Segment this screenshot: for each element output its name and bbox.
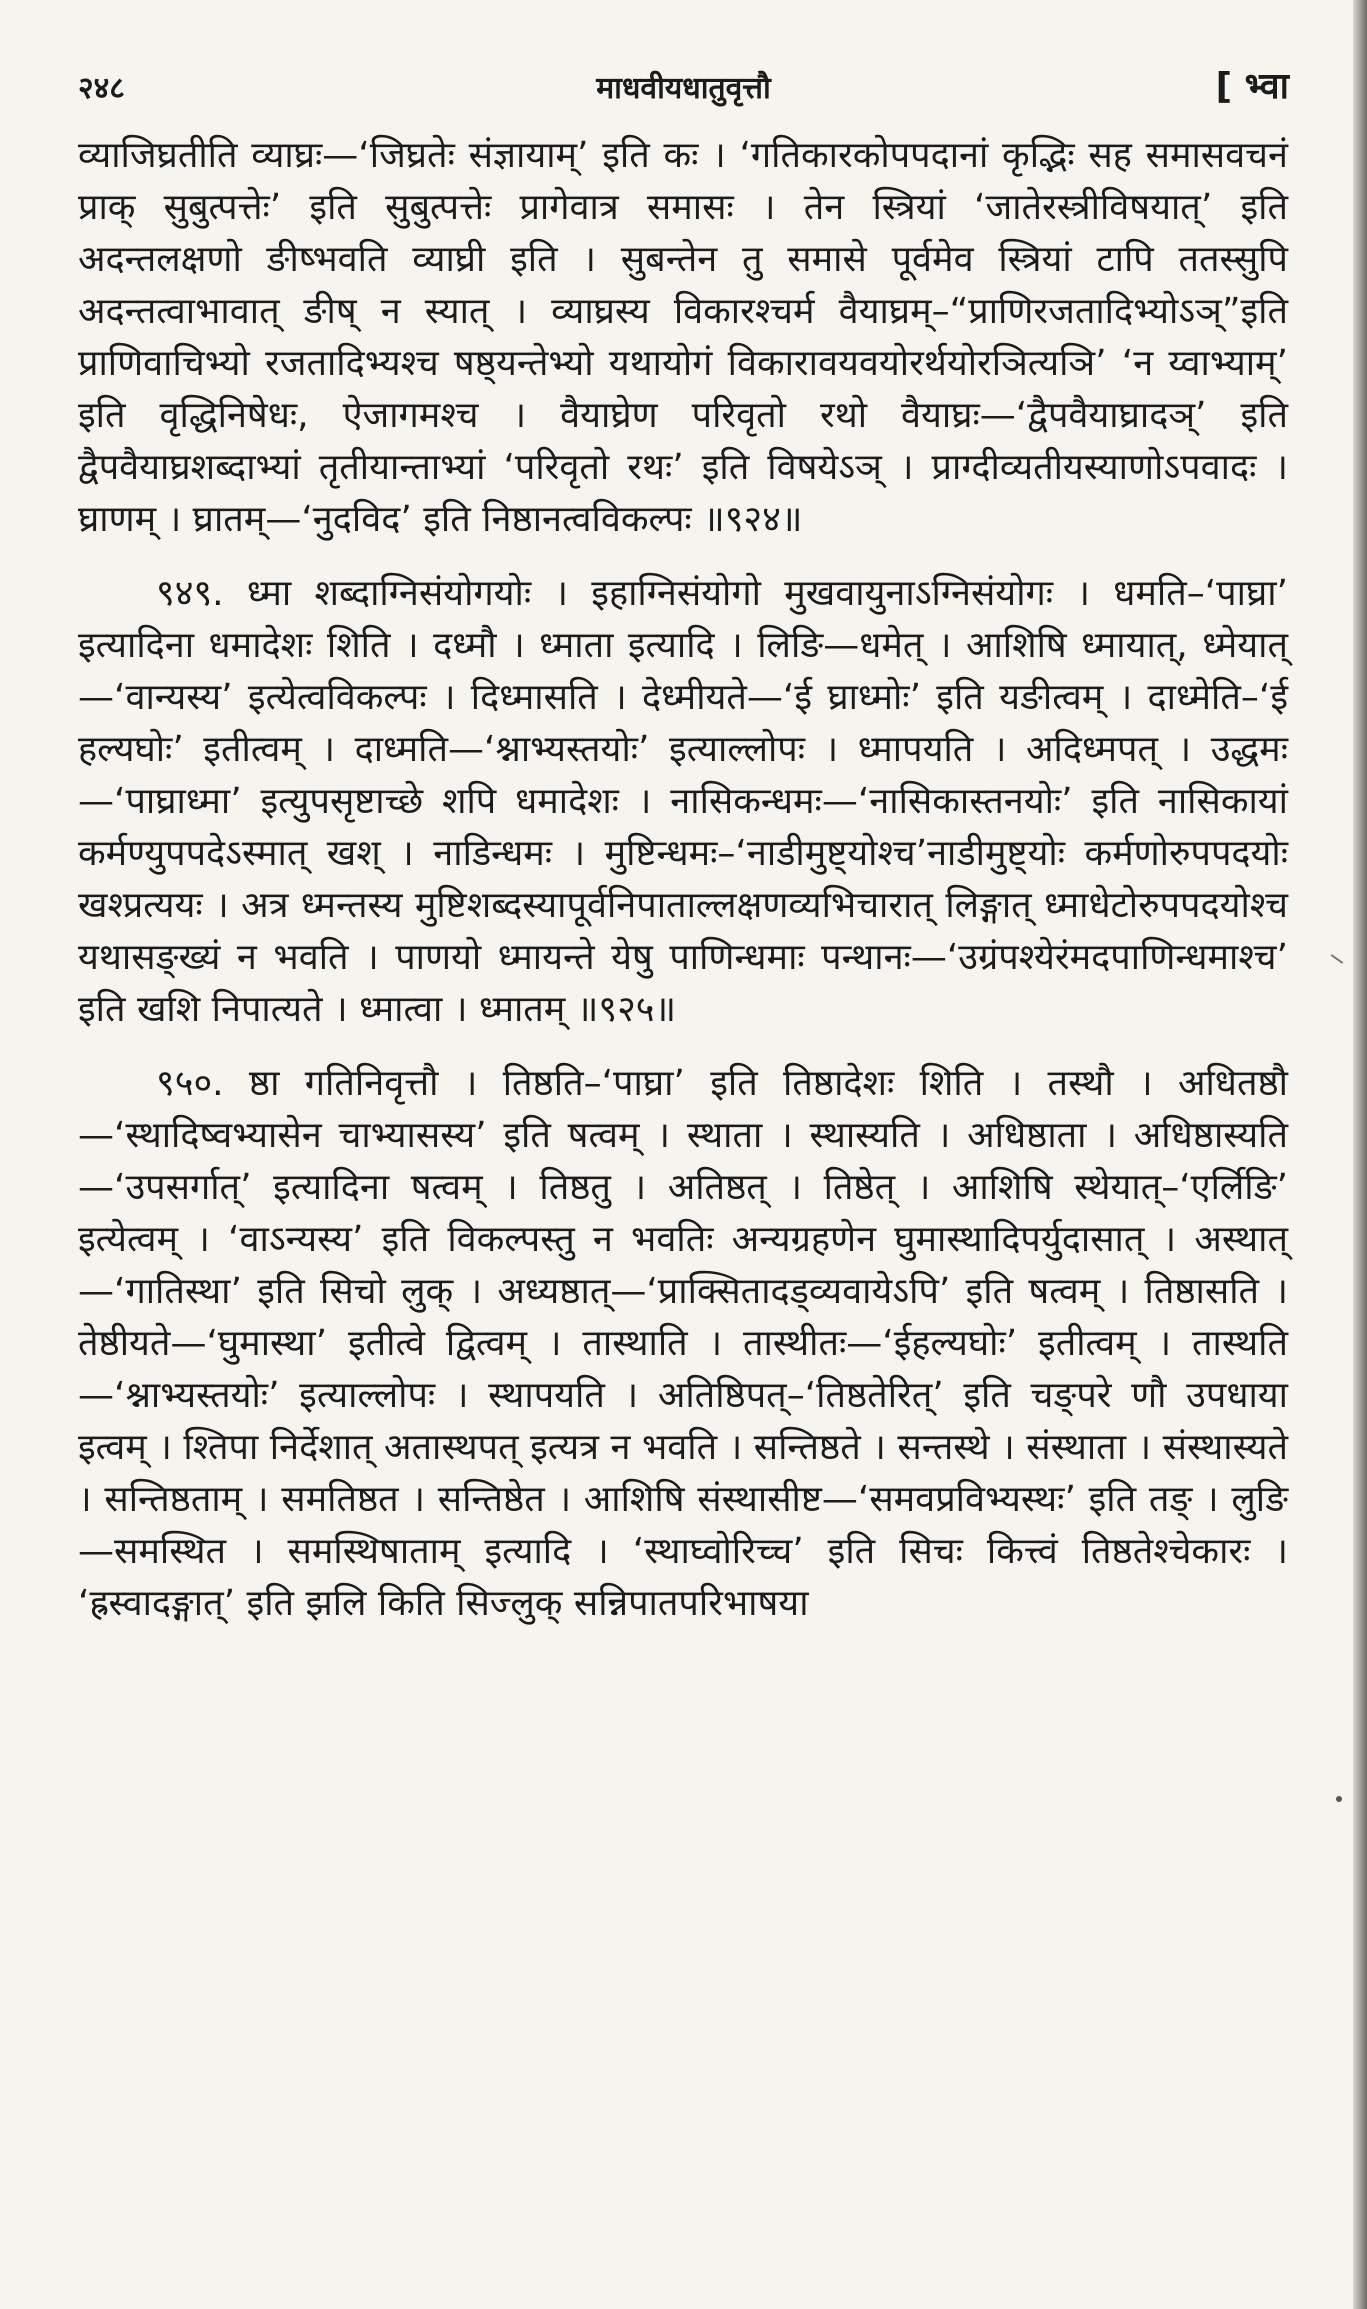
paragraph-vyaghra: व्याजिघ्रतीति व्याघ्रः—‘जिघ्रतेः संज्ञायाम्’ इति कः । ‘गतिकारकोपपदानां कृद्भिः सह समासवचनं प्राक् सुबुत्पत्तेः’ इति सुबुत्पत्तेः प्रागेवात्र समासः । तेन स्त्रियां ‘जातेरस्त्रीविषयात्’ इति अदन्तलक्षणो ङीष्भवति व्याघ्री इति । सुबन्तेन तु समासे पूर्वमेव स्त्रियां टापि ततस्सुपि अदन्तत्वाभावात् ङीष् न स्यात् । व्याघ्रस्य विकारश्चर्म वैयाघ्रम्–“प्राणिरजतादिभ्योऽञ्”इति प्राणिवाचिभ्यो रजतादिभ्यश्च षष्ठ्यन्तेभ्यो यथायोगं विकारावयवयोरर्थयोरञित्यञि’ ‘न य्वाभ्याम्’ इति वृद्धिनिषेधः, ऐजागमश्च । वैयाघ्रेण परिवृतो रथो वैयाघ्रः—‘द्वैपवैयाघ्रादञ्’ इति द्वैपवैयाघ्रशब्दाभ्यां तृतीयान्ताभ्यां ‘परिवृतो रथः’ इति विषयेऽञ् । प्राग्दीव्यतीयस्याणोऽपवादः । घ्राणम् । घ्रातम्—‘नुदविद’ इति निष्ठानत्वविकल्पः ॥९२४॥ [78,135,1288,540]
margin-mark [1331,954,1344,964]
paragraph-dhma-949: ९४९. ध्मा शब्दाग्निसंयोगयोः । इहाग्निसंयोगो मुखवायुनाऽग्निसंयोगः । धमति–‘पाघ्रा’ इत्यादिना धमादेशः शिति । दध्मौ । ध्माता इत्यादि । लिङि—धमेत् । आशिषि ध्मायात्, ध्मेयात्—‘वान्यस्य’ इत्येत्वविकल्पः । दिध्मासति । देध्मीयते—‘ई घ्राध्मोः’ इति यङीत्वम् । दाध्मेति–‘ई हल्यघोः’ इतीत्वम् । दाध्मति—‘श्नाभ्यस्तयोः’ इत्याल्लोपः । ध्मापयति । अदिध्मपत् । उद्धमः—‘पाघ्राध्मा’ इत्युपसृष्टाच्छे शपि धमादेशः । नासिकन्धमः—‘नासिकास्तनयोः’ इति नासिकायां कर्मण्युपपदेऽस्मात् खश् । नाडिन्धमः । मुष्टिन्धमः–‘नाडीमुष्ट्योश्च’नाडीमुष्ट्योः कर्मणोरुपपदयोः खश्प्रत्ययः । अत्र ध्मन्तस्य मुष्टिशब्दस्यापूर्वनिपाताल्लक्षणव्यभिचारात् लिङ्गात् ध्माधेटोरुपपदयोश्च यथासङ्ख्यं न भवति । पाणयो ध्मायन्ते येषु पाणिन्धमाः पन्थानः—‘उग्रंपश्येरंमदपाणिन्धमाश्च’ इति खशि निपात्यते । ध्मात्वा । ध्मातम् ॥९२५॥ [78,573,1288,1030]
section-marker: [ भ्वा [1215,66,1289,107]
page-number: २४८ [78,71,125,106]
book-spine-shadow [1353,0,1367,2309]
page-body [78,130,1288,1630]
paragraph-shtha-950: ९५०. ष्ठा गतिनिवृत्तौ । तिष्ठति–‘पाघ्रा’ इति तिष्ठादेशः शिति । तस्थौ । अधितष्ठौ—‘स्थादिष्वभ्यासेन चाभ्यासस्य’ इति षत्वम् । स्थाता । स्थास्यति । अधिष्ठाता । अधिष्ठास्यति—‘उपसर्गात्’ इत्यादिना षत्वम् । तिष्ठतु । अतिष्ठत् । तिष्ठेत् । आशिषि स्थेयात्–‘एर्लिङि’ इत्येत्वम् । ‘वाऽन्यस्य’ इति विकल्पस्तु न भवतिः अन्यग्रहणेन घुमास्थादिपर्युदासात् । अस्थात्—‘गातिस्था’ इति सिचो लुक् । अध्यष्ठात्—‘प्राक्सितादड्व्यवायेऽपि’ इति षत्वम् । तिष्ठासति । तेष्ठीयते—‘घुमास्था’ इतीत्वे द्वित्वम् । तास्थाति । तास्थीतः—‘ईहल्यघोः’ इतीत्वम् । तास्थति—‘श्नाभ्यस्तयोः’ इत्याल्लोपः । स्थापयति । अतिष्ठिपत्–‘तिष्ठतेरित्’ इति चङ्परे णौ उपधाया इत्वम् । श्तिपा निर्देशात् अतास्थपत् इत्यत्र न भवति । सन्तिष्ठते । सन्तस्थे । संस्थाता । संस्थास्यते । सन्तिष्ठताम् । समतिष्ठत । सन्तिष्ठेत । आशिषि संस्थासीष्ट—‘समवप्रविभ्यस्थः’ इति तङ् । लुङि—समस्थित । समस्थिषाताम् इत्यादि । ‘स्थाघ्वोरिच्च’ इति सिचः कित्त्वं तिष्ठतेश्चेकारः । ‘ह्रस्वादङ्गात्’ इति झलि किति सिज्लुक् सन्निपातपरिभाषया [78,1063,1288,1624]
margin-speck [1336,1796,1342,1802]
page-header [78,60,1289,110]
running-title: माधवीयधातुवृत्तौ [596,71,771,106]
